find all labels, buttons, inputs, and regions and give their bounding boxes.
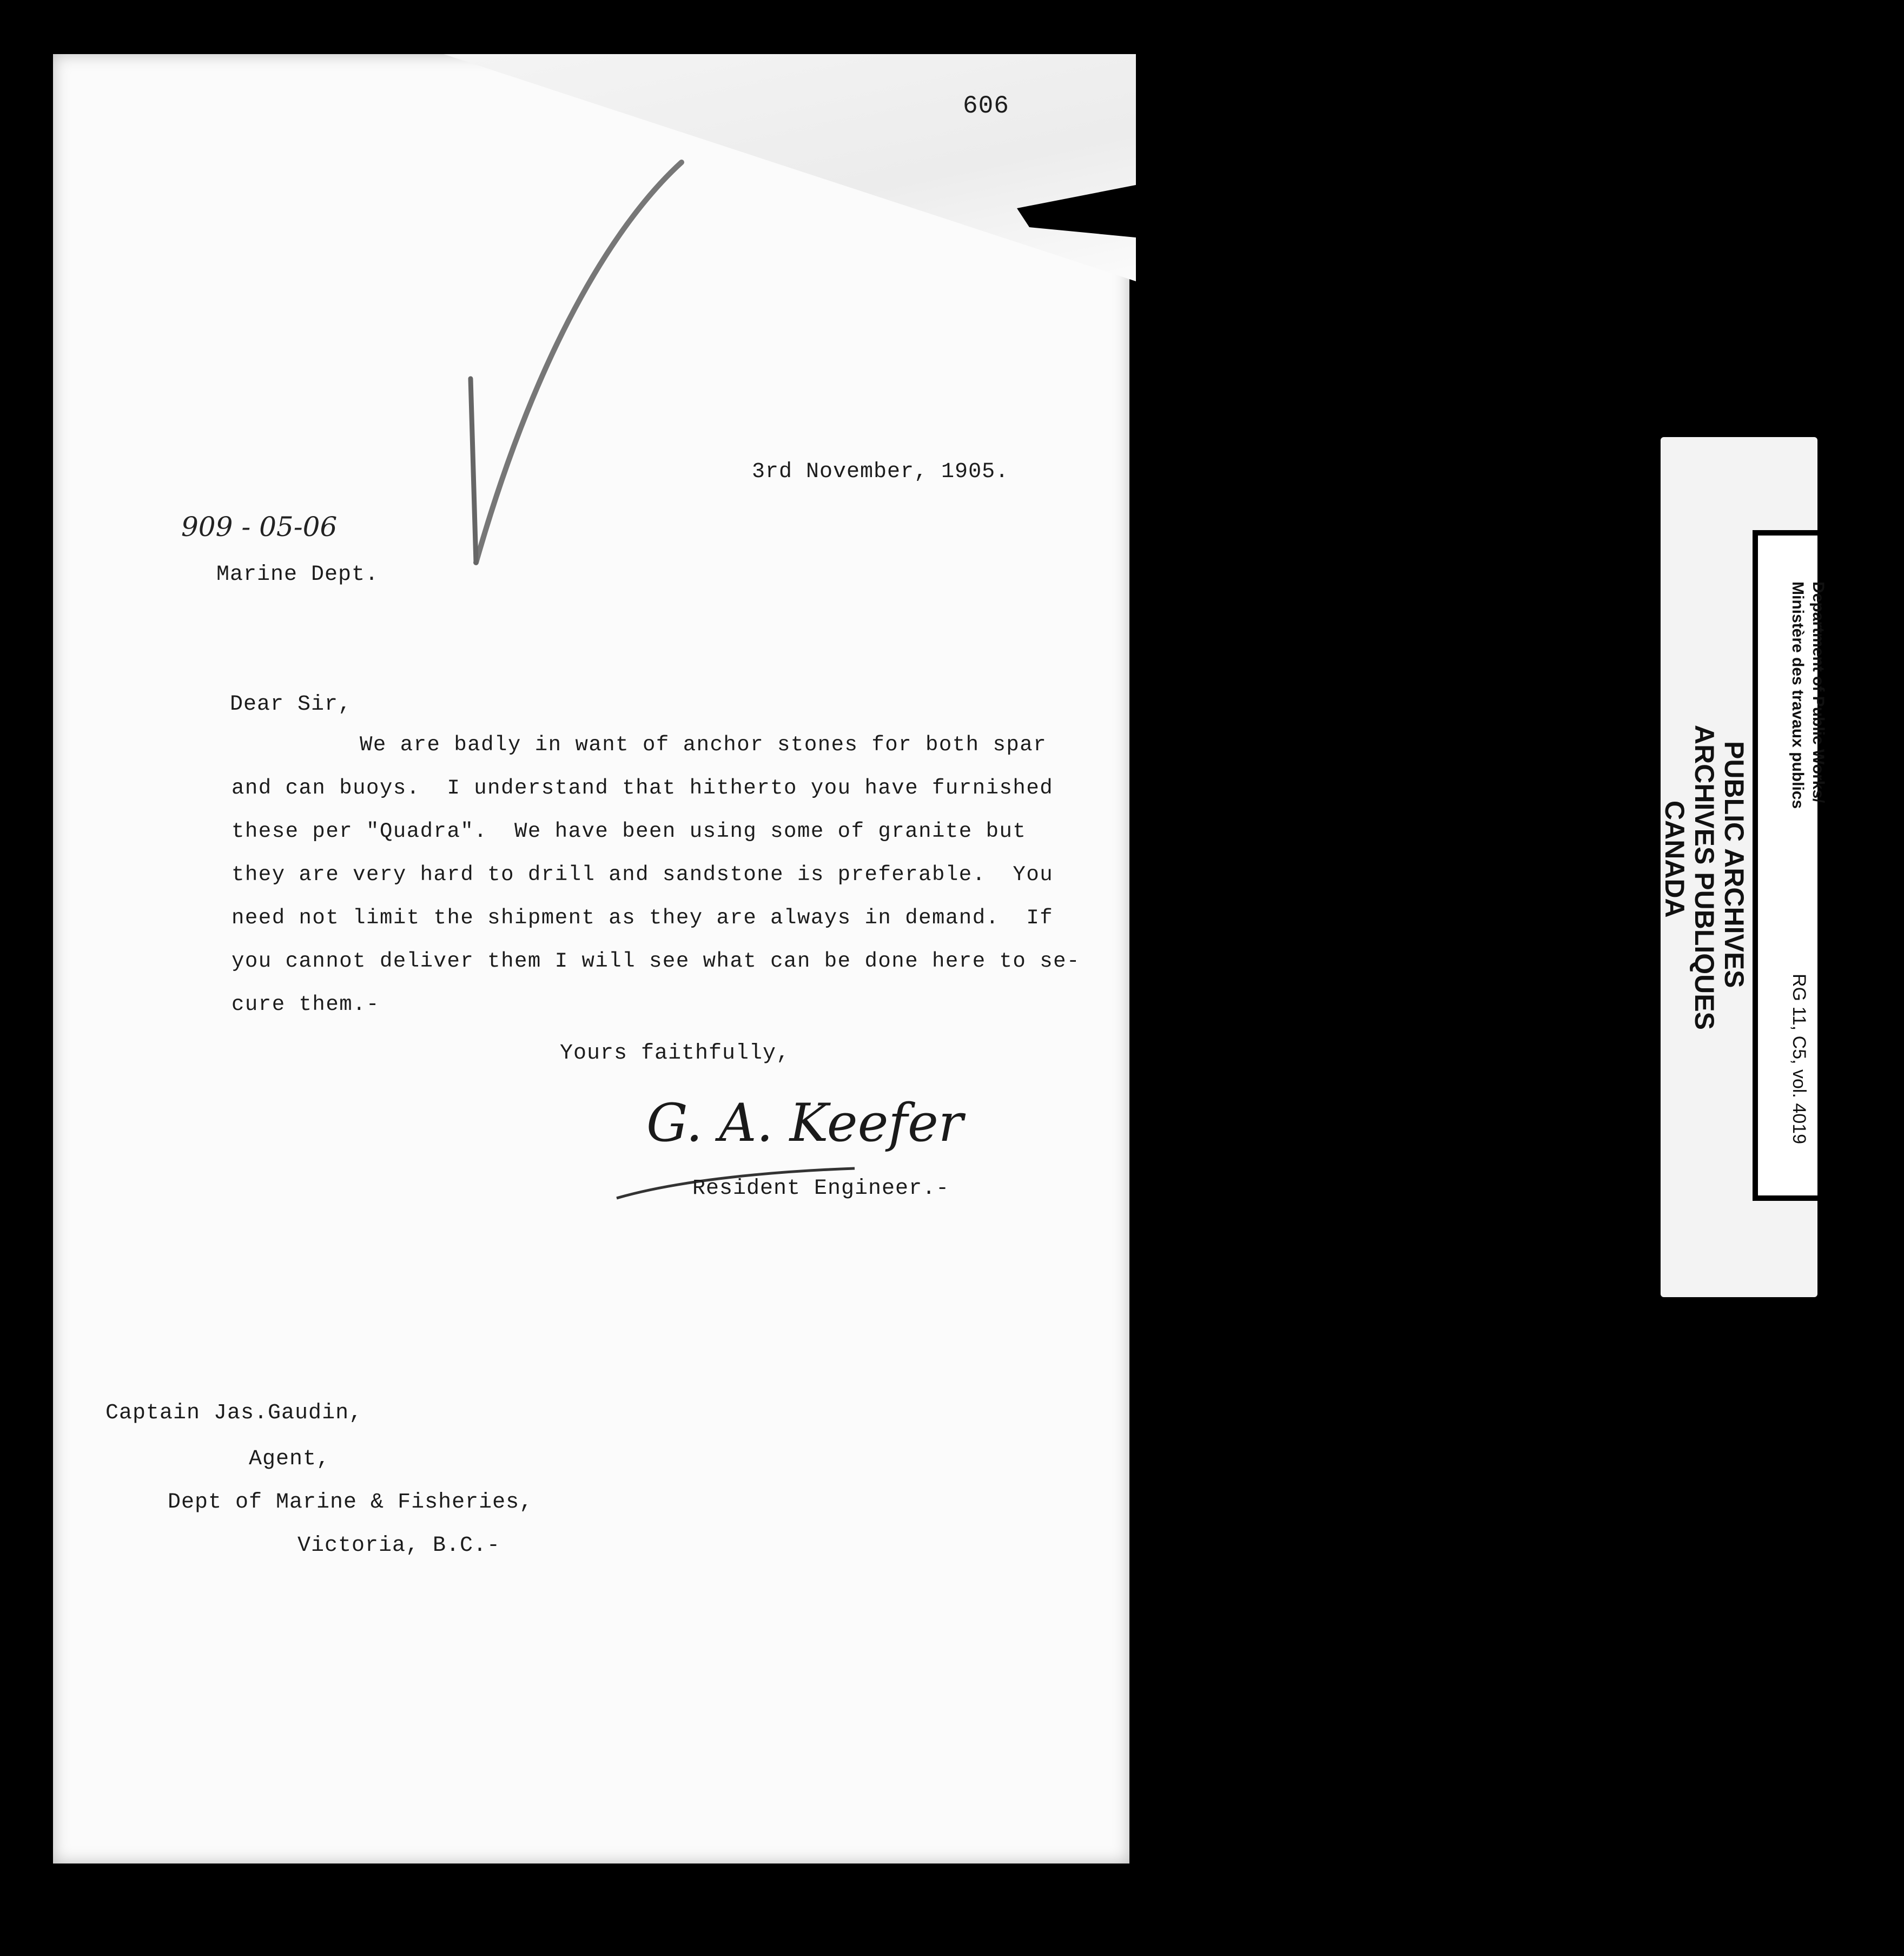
body-line: cure them.- (232, 993, 380, 1016)
body-line: need not limit the shipment as they are always in demand. If (232, 906, 1054, 930)
body-line: they are very hard to drill and sandstone is preferable. You (232, 863, 1054, 887)
archive-label-country: CANADA (1660, 801, 1690, 918)
address-department: Dept of Marine & Fisheries, (168, 1490, 533, 1515)
archive-label-department-fr: Ministère des travaux publics (1789, 581, 1807, 809)
address-role: Agent, (249, 1447, 330, 1471)
body-line: these per "Quadra". We have been using some of granite but (232, 820, 1027, 843)
archive-label-reference: RG 11, C5, vol. 4019 (1789, 974, 1809, 1144)
archive-label-archives-en: PUBLIC ARCHIVES (1719, 741, 1749, 988)
letter-date: 3rd November, 1905. (752, 460, 1009, 484)
recipient-department: Marine Dept. (216, 563, 379, 587)
address-city: Victoria, B.C.- (298, 1534, 501, 1558)
body-line: We are badly in want of anchor stones for both spar (360, 733, 1047, 757)
signature: G. A. Keefer (646, 1093, 963, 1153)
address-name: Captain Jas.Gaudin, (105, 1401, 363, 1425)
salutation: Dear Sir, (230, 692, 352, 717)
archive-label-archives-fr: ARCHIVES PUBLIQUES (1689, 725, 1720, 1030)
body-line: you cannot deliver them I will see what can be done here to se- (232, 949, 1080, 973)
body-line: and can buoys. I understand that hitherto you have furnished (232, 776, 1054, 800)
signer-title: Resident Engineer.- (692, 1177, 950, 1201)
closing: Yours faithfully, (560, 1041, 790, 1066)
file-reference: 909 - 05-06 (181, 511, 338, 543)
page-number: 606 (963, 92, 1009, 120)
archive-label-department-en: Department of Public Works/ (1809, 581, 1827, 803)
